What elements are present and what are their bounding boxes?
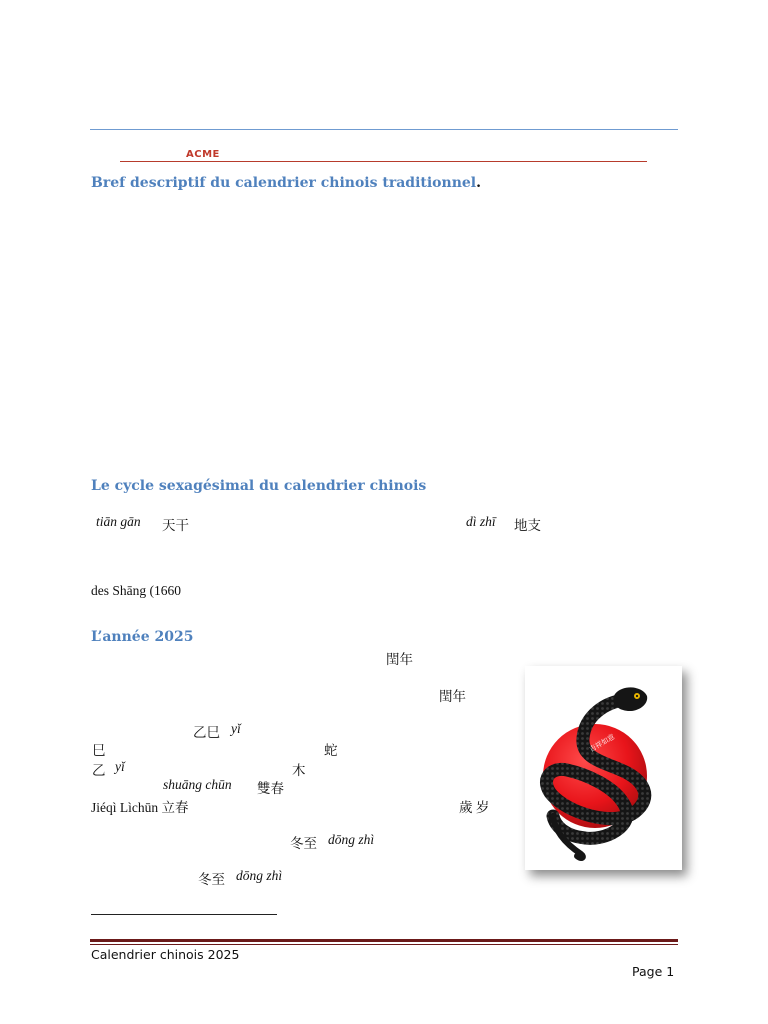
sui-hanzi: 歲 岁 [459,800,490,815]
acme-logo-text: ACME [186,149,220,160]
mu-hanzi: 木 [292,763,306,778]
dongzhi-hanzi-2: 冬至 [198,872,225,887]
yi-pinyin: yǐ [115,759,125,774]
heading-cycle-sexagesimal: Le cycle sexagésimal du calendrier chinois [91,478,427,494]
footer-page-number: Page 1 [632,964,675,979]
footnote-rule [91,914,277,915]
header-acme-rule [120,161,647,162]
jieqi-lichun-text: Jiéqì Lìchūn 立春 [91,800,189,815]
dizhi-pinyin: dì zhī [466,514,496,529]
snake-head-icon [613,687,647,711]
dizhi-hanzi: 地支 [514,518,541,533]
heading-annee-2025: L’année 2025 [91,629,194,645]
tiangan-hanzi: 天干 [162,518,189,533]
dongzhi-hanzi-1: 冬至 [290,836,317,851]
footer-rule-thick [90,939,678,942]
header-top-rule [90,129,678,130]
si-hanzi: 巳 [92,743,106,758]
dongzhi-pinyin-1: dōng zhì [328,832,375,847]
yi-hanzi: 乙 [92,763,106,778]
heading-calendrier-descriptif [91,175,481,191]
tiangan-pinyin: tiān gān [96,514,141,529]
snake-seal-text: 吉祥如意 [588,732,617,754]
heading-1-dot: . [476,175,481,191]
she-hanzi: 蛇 [324,743,338,758]
yisi-pinyin: yǐ [231,721,241,736]
shang-dynasty-text: des Shāng (1660 [91,583,181,598]
snake-illustration [525,666,682,870]
snake-red-sun-icon [525,666,682,870]
run-nian-2: 閏年 [439,689,466,704]
dongzhi-pinyin-2: dōng zhì [236,868,283,883]
heading-1-text: Bref descriptif du calendrier chinois traditionnel [91,175,477,191]
yisi-hanzi: 乙巳 [193,725,220,740]
shuangchun-pinyin: shuāng chūn [163,777,232,792]
footer-title: Calendrier chinois 2025 [91,947,240,962]
run-nian-1: 閏年 [386,652,413,667]
shuangchun-hanzi: 雙春 [257,781,284,796]
footer-rule-thin [90,944,678,945]
